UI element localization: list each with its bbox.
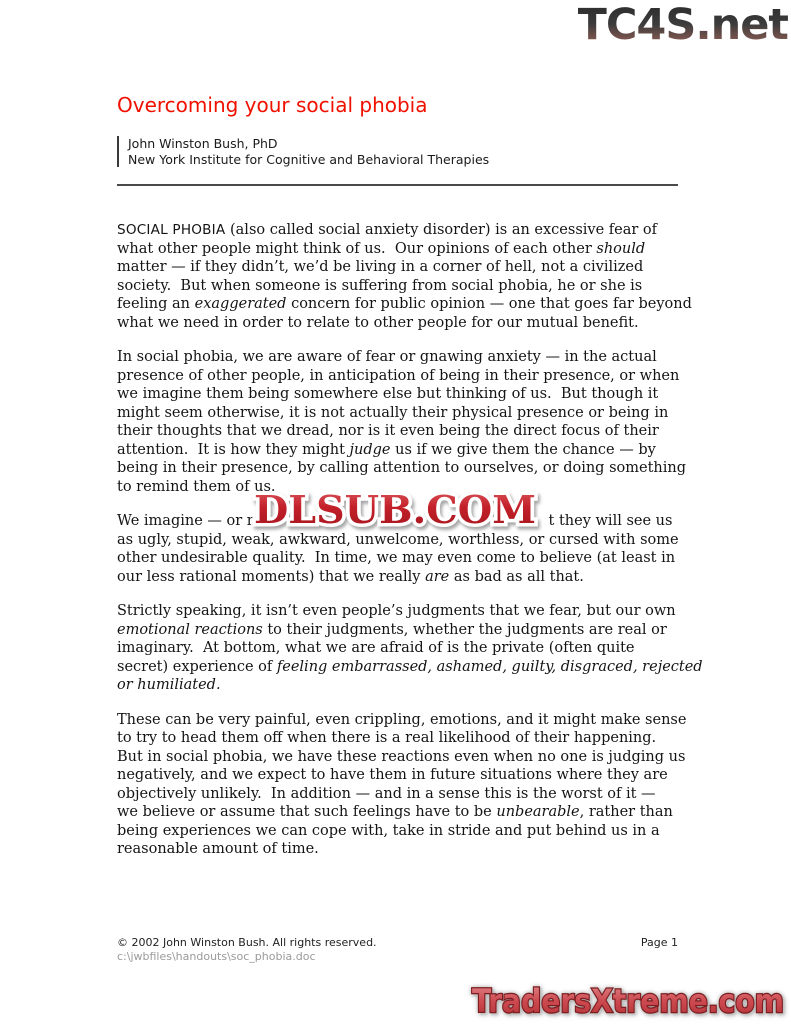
text-segment: what we need in order to relate to other people for our mutual benefit. [117,314,639,331]
dlsub-watermark [243,479,547,537]
body-line [117,441,678,460]
body-line [117,422,678,441]
body-line [117,295,692,314]
text-segment: reasonable amount of time. [117,841,319,857]
body-line [117,367,678,386]
body-line [117,221,678,240]
text-segment: our less rational moments) that we really [117,568,426,585]
text-segment: other undesirable quality. In time, we may even come to believe (at least in [117,550,676,566]
page-title: Overcoming your social phobia [117,93,428,117]
body-line [117,639,678,658]
body-line [117,549,678,568]
body-line [117,748,686,767]
text-segment: being in their presence, by calling attention to ourselves, or doing something [117,460,686,476]
text-segment: or humiliated. [117,677,221,693]
text-segment: society. But when someone is suffering from social phobia, he or she is [117,277,643,294]
body-line [117,785,678,804]
text-segment: as bad as all that. [449,568,584,585]
body-line [117,822,678,841]
text-segment: judge [349,441,391,458]
text-segment: concern for public opinion — one that goes far beyond [286,296,692,312]
body-line [117,277,678,296]
body-line [117,711,687,730]
text-segment: We imagine — or m [117,513,261,529]
text-segment: to remind them of us. [117,478,276,495]
text-segment: secret) experience of [117,658,277,675]
text-segment: SOCIAL PHOBIA [117,222,226,238]
text-segment: unbearable [496,804,580,820]
document-body [117,221,703,875]
text-segment: should [596,240,646,257]
body-line [117,404,678,423]
text-segment: Strictly speaking, it isn’t even people’s judgments that we fear, but our own [117,603,676,619]
body-line [117,568,678,587]
paragraph [117,348,686,496]
copyright-text: © 2002 John Winston Bush. All rights reserved. [117,936,377,949]
tradersxtreme-watermark [465,978,791,1024]
tradersxtreme-watermark-text: TradersXtreme.com [472,982,784,1020]
text-segment: t they will see us [548,513,673,529]
body-line [117,348,678,367]
text-segment: their thoughts that we dread, nor is it even being the direct focus of their [117,423,659,439]
author-affiliation: New York Institute for Cognitive and Behavioral Therapies [128,151,490,167]
text-segment: matter — if they didn’t, we’d be living in a corner of hell, not a civilized [117,259,644,275]
body-line [117,840,678,859]
text-segment: exaggerated [194,296,287,312]
body-line [117,385,678,404]
body-line [117,459,686,478]
body-line [117,766,678,785]
text-segment: attention. It is how they might [117,441,350,458]
text-segment: presence of other people, in anticipation of being in their presence, or when [117,367,680,384]
dlsub-watermark-text: DLSUB.COM [254,487,536,532]
text-segment: what other people might think of us. Our opinions of each other [117,240,597,257]
text-segment: These can be very painful, even crippling, emotions, and it might make sense [117,711,687,728]
text-segment: imaginary. At bottom, what we are afraid of is the private (often quite [117,640,635,656]
body-line [117,314,678,333]
text-segment: as ugly, stupid, weak, awkward, unwelcome, worthless, or cursed with some [117,531,679,548]
tc4s-watermark: TC4S.net [577,0,788,50]
text-segment: us if we give them the chance — by [390,441,656,458]
text-segment: being experiences we can cope with, take in stride and put behind us in a [117,822,660,839]
text-segment: we believe or assume that such feelings have to be [117,804,497,820]
text-segment: to their judgments, whether the judgments are real or [262,621,667,638]
text-segment: feeling embarrassed, ashamed, guilty, disgraced, rejected [276,658,703,675]
header-divider [117,184,678,186]
body-line [117,258,678,277]
body-line [117,621,678,640]
body-line [117,676,678,695]
page-footer [117,936,678,964]
body-line [117,658,703,677]
text-segment: might seem otherwise, it is not actually their physical presence or being in [117,404,669,421]
text-segment: (also called social anxiety disorder) is an excessive fear of [225,222,658,238]
page-number: Page 1 [640,936,678,949]
author-block [117,136,489,167]
file-path: c:\jwbfiles\handouts\soc_phobia.doc [117,950,316,963]
text-segment: In social phobia, we are aware of fear or gnawing anxiety — in the actual [117,349,657,365]
text-segment: But in social phobia, we have these reactions even when no one is judging us [117,748,686,765]
text-segment: to try to head them off when there is a real likelihood of their happening. [117,730,657,746]
text-segment: negatively, and we expect to have them in future situations where they are [117,767,668,783]
body-line [117,240,678,259]
text-segment: are [425,568,450,585]
body-line [117,803,678,822]
body-line [117,602,678,621]
text-segment: emotional reactions [117,621,263,638]
paragraph [117,602,703,695]
text-segment: feeling an [117,296,195,312]
text-segment: , rather than [579,804,673,820]
paragraph [117,711,687,859]
text-segment: objectively unlikely. In addition — and in a sense this is the worst of it — [117,785,656,802]
body-line [117,729,678,748]
author-name: John Winston Bush, PhD [128,136,278,151]
text-segment: we imagine them being somewhere else but thinking of us. But though it [117,386,659,402]
paragraph [117,221,692,332]
